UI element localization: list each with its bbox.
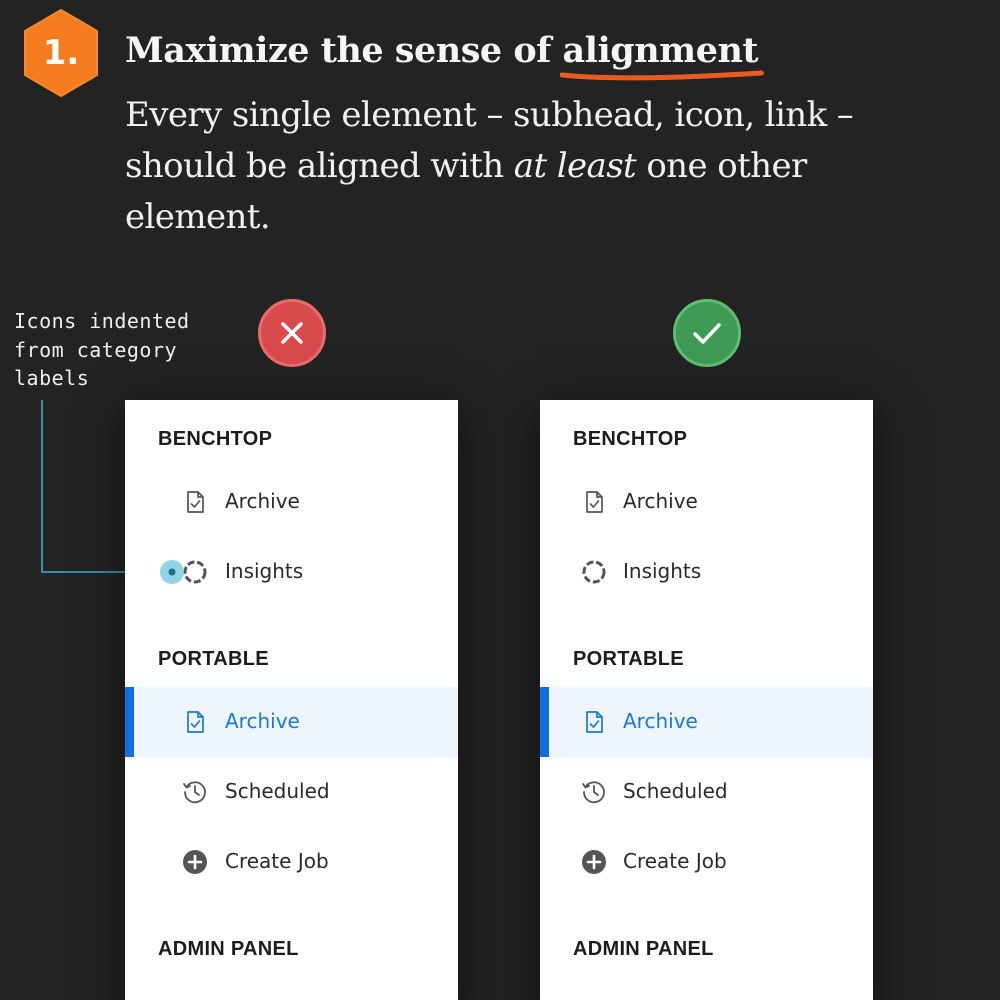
document-check-icon	[580, 488, 608, 516]
subtext	[125, 90, 865, 243]
document-check-icon	[181, 488, 209, 516]
nav-item-scheduled[interactable]	[540, 757, 873, 827]
plus-circle-icon	[181, 848, 209, 876]
headline-highlight	[562, 30, 758, 71]
sidebar-panel-good	[540, 400, 873, 1000]
plus-circle-icon	[580, 848, 608, 876]
nav-item-label: Insights	[225, 559, 304, 583]
incorrect-x-icon	[258, 299, 326, 367]
nav-item-label: Archive	[225, 489, 300, 513]
document-check-icon	[181, 708, 209, 736]
step-number: 1.	[42, 33, 80, 73]
nav-item-label: Create Job	[623, 849, 727, 873]
nav-item-create-job[interactable]	[540, 827, 873, 897]
nav-item-archive[interactable]	[125, 467, 458, 537]
nav-item-insights[interactable]	[540, 537, 873, 607]
document-check-icon	[580, 708, 608, 736]
nav-item-label: Insights	[623, 559, 702, 583]
nav-item-label: Archive	[623, 489, 698, 513]
circle-progress-icon	[580, 558, 608, 586]
nav-item-label: Archive	[623, 709, 698, 733]
category-label: PORTABLE	[573, 648, 684, 670]
annotation-text: Icons indented from category labels	[14, 309, 190, 390]
subtext-part1: Every single element – subhead, icon, link – should be aligned with	[125, 95, 854, 186]
category-label: ADMIN PANEL	[158, 938, 299, 960]
nav-item-label: Archive	[225, 709, 300, 733]
step-badge	[22, 8, 100, 98]
nav-item-create-job[interactable]	[125, 827, 458, 897]
nav-item-archive-active[interactable]	[125, 687, 458, 757]
category-label: ADMIN PANEL	[573, 938, 714, 960]
nav-item-archive[interactable]	[540, 467, 873, 537]
nav-item-scheduled[interactable]	[125, 757, 458, 827]
active-indicator	[125, 687, 134, 757]
correct-check-icon	[673, 299, 741, 367]
subtext-emphasis: at least	[513, 146, 637, 186]
headline-highlight-text: alignment	[562, 30, 759, 71]
clock-history-icon	[580, 778, 608, 806]
circle-progress-icon	[181, 558, 209, 586]
headline-prefix: Maximize the sense of	[125, 30, 563, 71]
category-label: BENCHTOP	[573, 428, 688, 450]
nav-item-label: Create Job	[225, 849, 329, 873]
active-indicator	[540, 687, 549, 757]
nav-item-archive-active[interactable]	[540, 687, 873, 757]
headline	[125, 30, 758, 71]
category-label: BENCHTOP	[158, 428, 273, 450]
nav-item-label: Scheduled	[225, 779, 330, 803]
subtext-part2: one other element.	[125, 146, 807, 237]
clock-history-icon	[181, 778, 209, 806]
category-label: PORTABLE	[158, 648, 269, 670]
sidebar-panel-bad	[125, 400, 458, 1000]
underline-stroke	[560, 69, 763, 81]
nav-item-label: Scheduled	[623, 779, 728, 803]
nav-item-insights[interactable]	[125, 537, 458, 607]
